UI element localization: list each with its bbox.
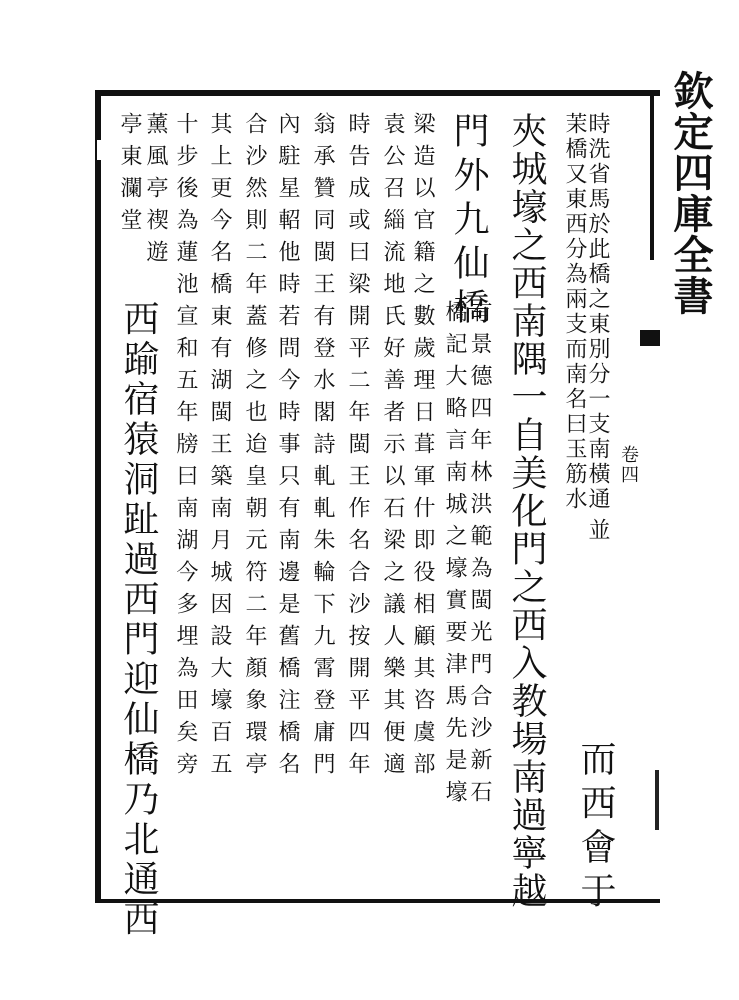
column-3-main-text: 夾城壕之西南隅一自美化門之西入教場南過寧越 xyxy=(506,112,547,910)
text-column-4 xyxy=(448,112,489,332)
text-column-11 xyxy=(237,112,271,784)
column-2-main-text: 而西會于 xyxy=(575,740,616,916)
text-column-10 xyxy=(270,112,304,784)
frame-top-border xyxy=(95,90,660,96)
margin-rule xyxy=(655,770,659,830)
column-10-text: 內駐星軺他時若問今時事只有南邊是舊橋注橋名 xyxy=(275,112,300,784)
column-6-text: 梁造以官籍之數歲理日葺軍什即役相顧其咨虞部 xyxy=(410,112,435,784)
column-9-text: 翁承贊同閩王有登水閣詩軋軋朱輪下九霄登庸門 xyxy=(310,112,335,784)
column-7-text: 袁公召緇流地氏好善者示以石梁之議人樂其便適 xyxy=(380,112,405,784)
column-1-annotation: 時洗省馬於此橋之東別分一支南橫通 xyxy=(585,112,610,512)
column-13-text: 十步後為蓮池宣和五年牓曰南湖今多埋為田矣旁 xyxy=(173,112,198,784)
column-8-text: 時告成或曰梁開平二年閩王作名合沙按開平四年 xyxy=(345,112,370,784)
column-12-text: 其上更今名橋東有湖閩王築南月城因設大壕百五 xyxy=(207,112,232,784)
collection-title: 欽定四庫全書 xyxy=(667,70,714,316)
column-14-annotation: 薰風亭禊遊 xyxy=(143,112,168,272)
column-1-annotation-tail: 並 xyxy=(585,518,610,543)
text-column-7 xyxy=(375,112,409,784)
text-column-14-main xyxy=(118,300,159,940)
volume-label: 卷四 xyxy=(618,445,639,485)
column-4-annotation: 有景德四年林洪範為閩光門合沙新石 xyxy=(467,300,492,812)
column-2-annotation: 茉橋又東西分為兩支而南名曰玉筋水 xyxy=(562,112,587,512)
column-11-text: 合沙然則二年蓋修之也迨皇朝元符二年顏象環亭 xyxy=(242,112,267,784)
text-column-5 xyxy=(437,300,471,812)
text-column-8 xyxy=(340,112,374,784)
text-column-15 xyxy=(112,112,146,240)
text-column-13 xyxy=(168,112,202,784)
text-column-6 xyxy=(405,112,439,784)
column-5-annotation: 橋記大略言南城之壕實要津馬先是壕 xyxy=(442,300,467,812)
text-column-3 xyxy=(506,112,547,910)
text-column-2-main xyxy=(575,740,616,916)
left-margin-mark xyxy=(97,140,103,160)
column-15-annotation: 亭東瀾堂 xyxy=(117,112,142,240)
text-column-12 xyxy=(202,112,236,784)
frame-inner-divider xyxy=(650,90,654,260)
text-column-9 xyxy=(305,112,339,784)
frame-left-border xyxy=(95,90,101,900)
column-4-main-text: 門外九仙橋 xyxy=(448,112,489,332)
text-column-2 xyxy=(562,112,601,512)
fish-tail-mark xyxy=(640,330,660,346)
column-14-main-text: 西踰宿猿洞趾過西門迎仙橋乃北通西 xyxy=(118,300,159,940)
